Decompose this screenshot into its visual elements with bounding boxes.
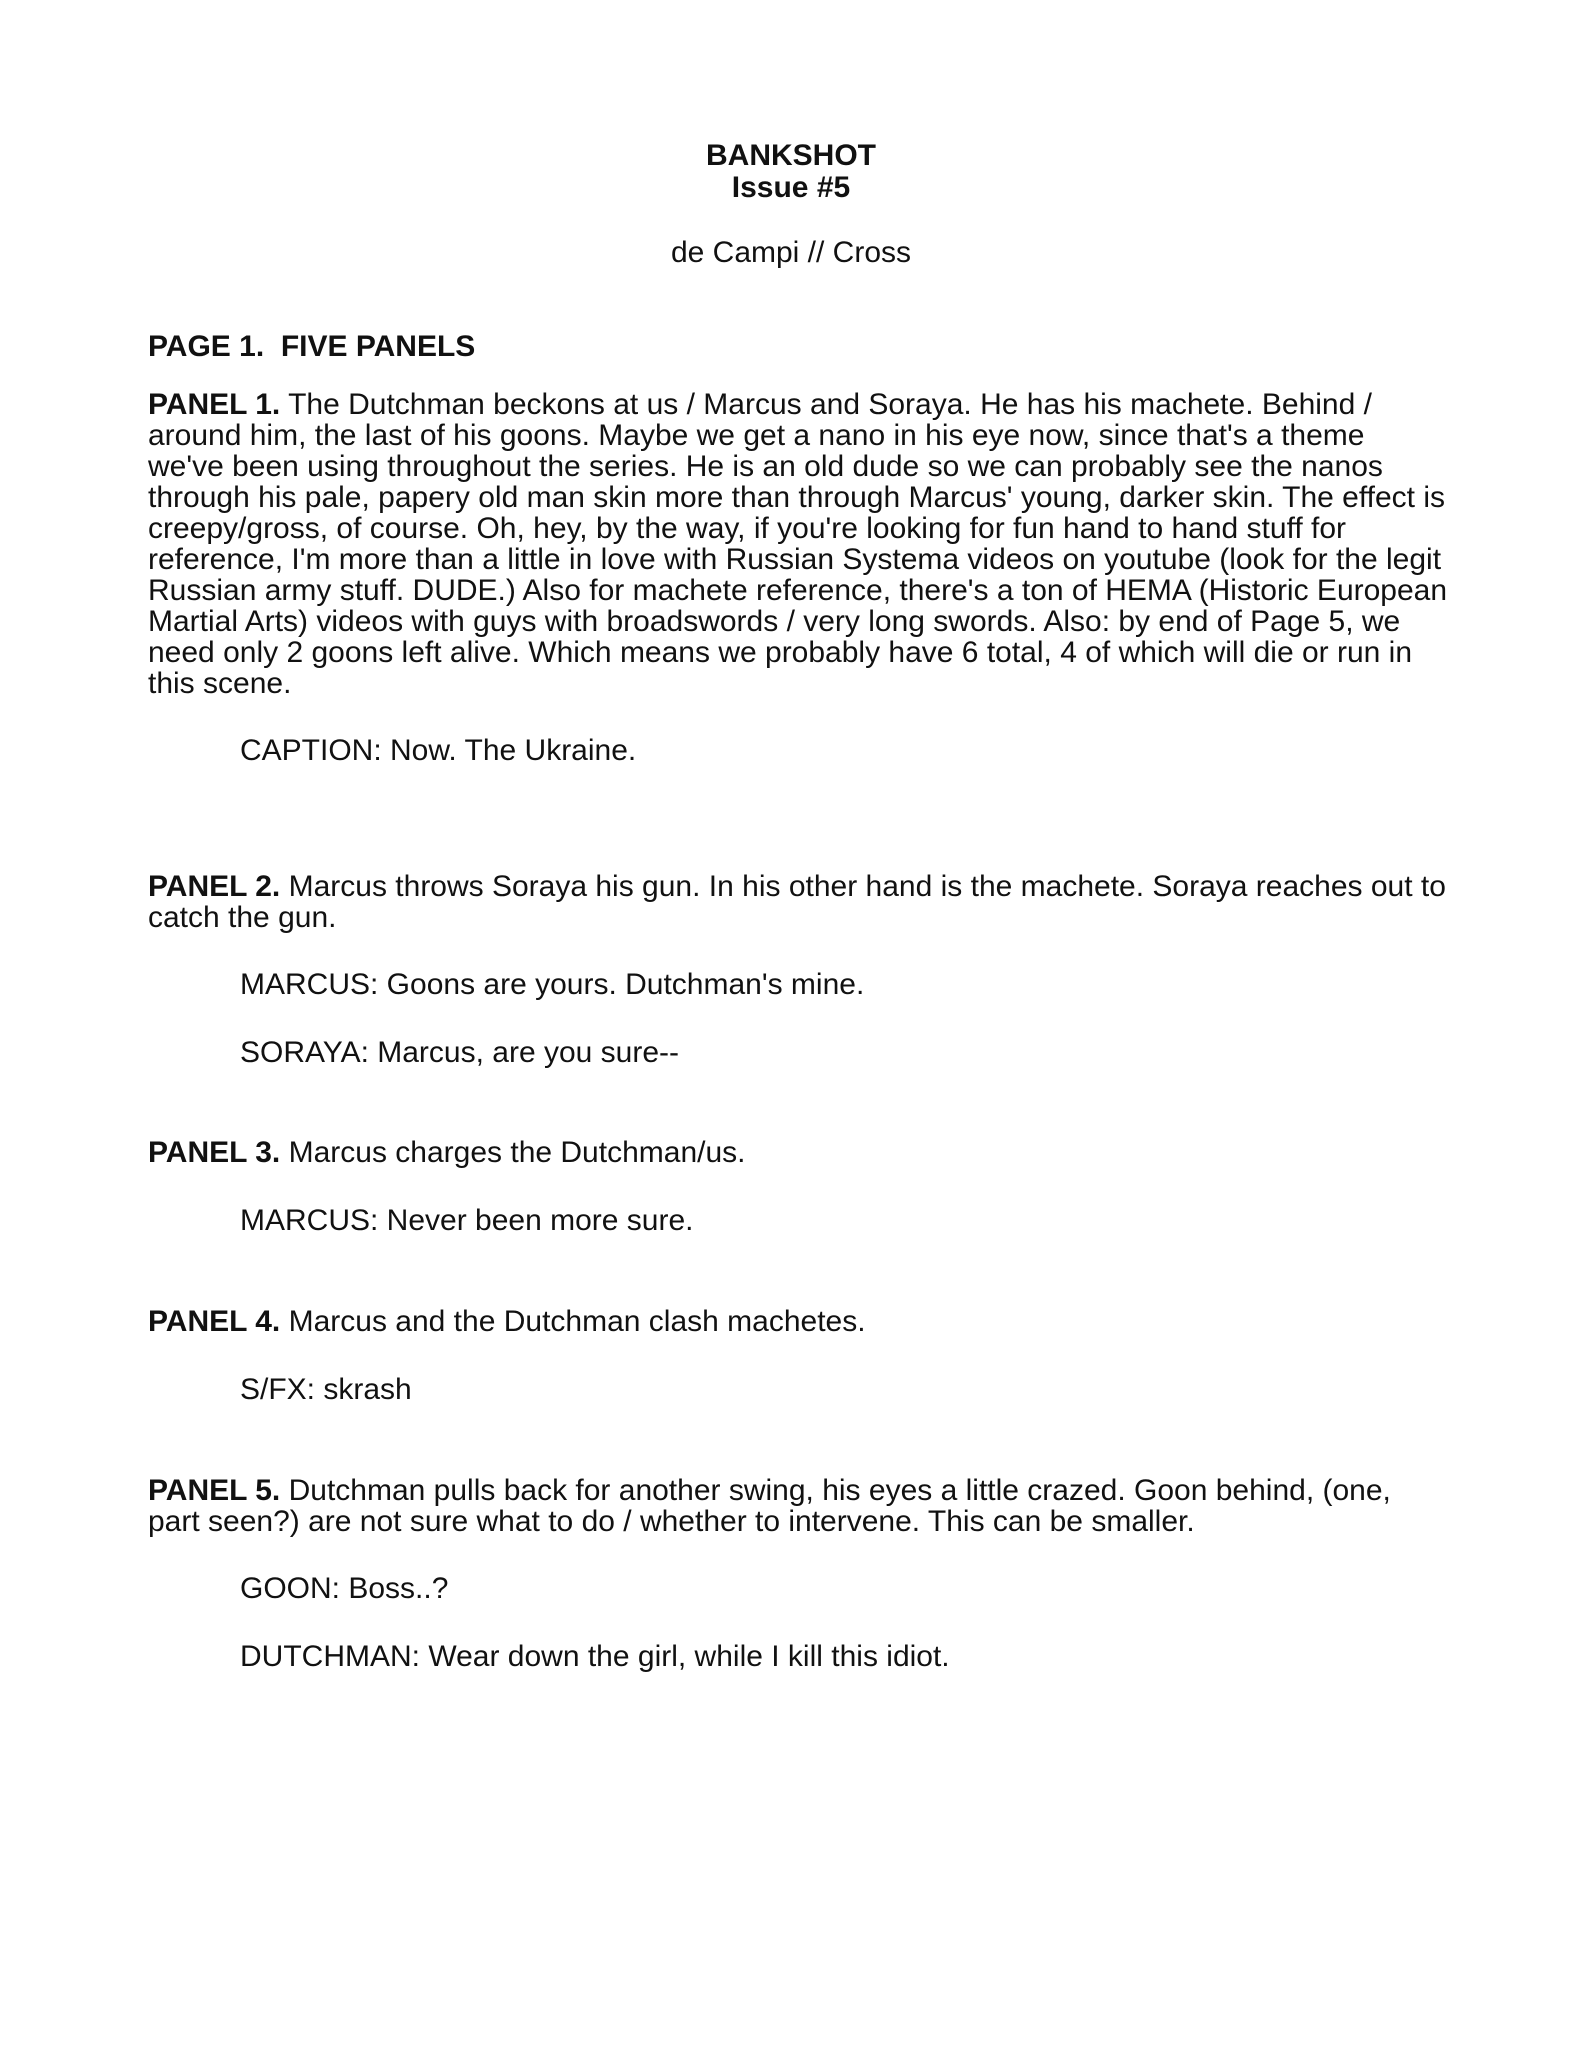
panel-label: PANEL 5.: [148, 1474, 281, 1507]
panel-3-description: [148, 1137, 1448, 1168]
panel-description-text: Marcus charges the Dutchman/us.: [288, 1136, 746, 1169]
dialogue-line: MARCUS: Never been more sure.: [240, 1204, 694, 1237]
panel-4-description: [148, 1306, 1448, 1337]
panel-description-text: Marcus and the Dutchman clash machetes.: [288, 1305, 866, 1338]
panel-label: PANEL 3.: [148, 1136, 281, 1169]
caption-line: CAPTION: Now. The Ukraine.: [240, 734, 637, 767]
page-heading: PAGE 1. FIVE PANELS: [148, 330, 476, 363]
panel-description-text: Marcus throws Soraya his gun. In his other hand is the machete. Soraya reaches out to catch the gun.: [148, 870, 1446, 934]
panel-label: PANEL 1.: [148, 388, 281, 421]
issue-number: Issue #5: [731, 171, 851, 204]
panel-label: PANEL 2.: [148, 870, 281, 903]
panel-5-description: [148, 1475, 1448, 1537]
panel-description-text: Dutchman pulls back for another swing, his eyes a little crazed. Goon behind, (one, part seen?) are not sure what to do / whether to intervene. This can be smaller.: [148, 1474, 1391, 1538]
panel-description-text: The Dutchman beckons at us / Marcus and Soraya. He has his machete. Behind / around him, the last of his goons. Maybe we get a nano in his eye now, since that's a theme we've been using throughout the series. He is an old dude so we can probably see the nanos through his pale, papery old man skin more than through Marcus' young, darker skin. The effect is creepy/gross, of course. Oh, hey, by the way, if you're looking for fun hand to hand stuff for reference, I'm more than a little in love with Russian Systema videos on youtube (look for the legit Russian army stuff. DUDE.) Also for machete reference, there's a ton of HEMA (Historic European Martial Arts) videos with guys with broadswords / very long swords. Also: by end of Page 5, we need only 2 goons left alive. Which means we probably have 6 total, 4 of which will die or run in this scene.: [148, 388, 1448, 700]
title-block: [0, 140, 1582, 204]
dialogue-line: GOON: Boss..?: [240, 1572, 449, 1605]
document-title: BANKSHOT: [706, 139, 876, 172]
authors-line: de Campi // Cross: [670, 236, 912, 269]
panel-label: PANEL 4.: [148, 1305, 281, 1338]
sfx-line: S/FX: skrash: [240, 1373, 412, 1406]
panel-2-description: [148, 871, 1448, 933]
dialogue-line: DUTCHMAN: Wear down the girl, while I kill this idiot.: [240, 1640, 950, 1673]
dialogue-line: SORAYA: Marcus, are you sure--: [240, 1036, 680, 1069]
dialogue-line: MARCUS: Goons are yours. Dutchman's mine.: [240, 968, 865, 1001]
panel-1-description: [148, 389, 1448, 699]
